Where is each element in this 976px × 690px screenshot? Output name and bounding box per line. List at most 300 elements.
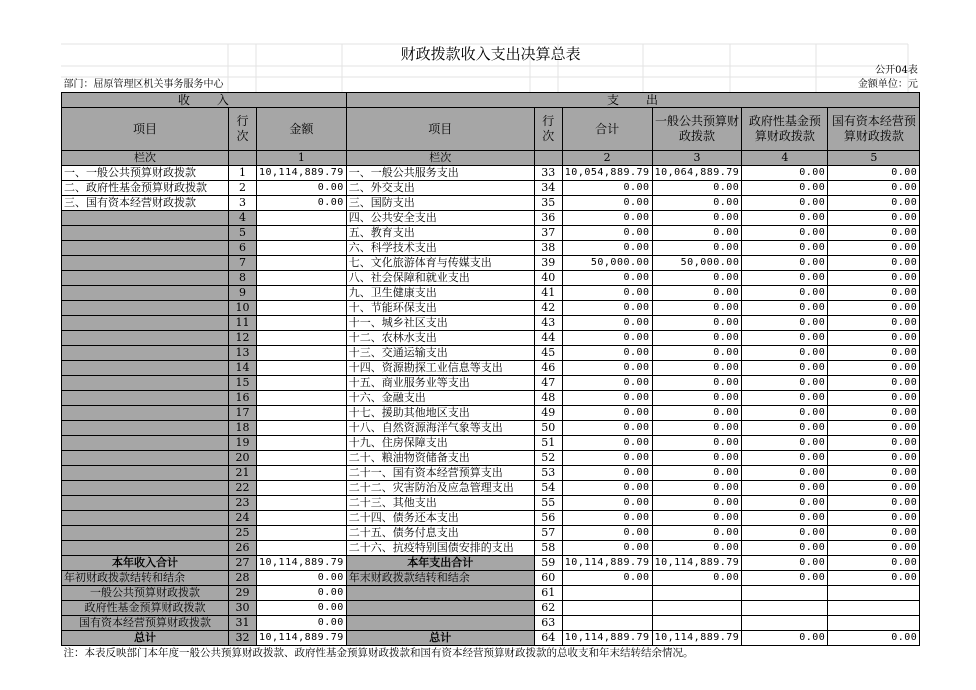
income-line-no: 26 <box>229 541 257 556</box>
income-line-no: 16 <box>229 391 257 406</box>
income-line-no: 25 <box>229 526 257 541</box>
general-budget-amount: 10,114,889.79 <box>652 631 742 646</box>
income-item-header: 项目 <box>62 108 229 151</box>
income-line-no: 10 <box>229 301 257 316</box>
income-amount <box>257 436 347 451</box>
expense-item: 十九、住房保障支出 <box>346 436 534 451</box>
table-row <box>62 481 920 496</box>
table-row <box>62 406 920 421</box>
expense-line-no: 47 <box>534 376 562 391</box>
income-line-no: 27 <box>229 556 257 571</box>
income-amount <box>257 541 347 556</box>
state-capital-amount: 0.00 <box>828 211 920 226</box>
gov-fund-amount: 0.00 <box>742 376 828 391</box>
general-budget-amount: 0.00 <box>652 241 742 256</box>
gov-fund-amount: 0.00 <box>742 541 828 556</box>
income-item <box>62 481 229 496</box>
income-item <box>62 361 229 376</box>
income-item: 本年收入合计 <box>62 556 229 571</box>
state-capital-amount <box>828 616 920 631</box>
expense-item: 四、公共安全支出 <box>346 211 534 226</box>
income-amount <box>257 241 347 256</box>
income-item <box>62 451 229 466</box>
expense-total: 0.00 <box>562 316 652 331</box>
income-line-no: 7 <box>229 256 257 271</box>
gov-fund-amount: 0.00 <box>742 406 828 421</box>
gov-fund-amount: 0.00 <box>742 346 828 361</box>
income-line-no: 20 <box>229 451 257 466</box>
expense-line-no: 39 <box>534 256 562 271</box>
table-row <box>62 526 920 541</box>
general-budget-amount <box>652 586 742 601</box>
income-amount <box>257 451 347 466</box>
col-number: 4 <box>742 151 828 166</box>
table-row <box>62 436 920 451</box>
table-row <box>62 301 920 316</box>
expense-line-no: 49 <box>534 406 562 421</box>
expense-line-no: 60 <box>534 571 562 586</box>
income-item: 一般公共预算财政拨款 <box>62 586 229 601</box>
expense-item: 二十四、债务还本支出 <box>346 511 534 526</box>
expense-total: 10,054,889.79 <box>562 166 652 181</box>
state-capital-amount: 0.00 <box>828 556 920 571</box>
general-budget-amount: 0.00 <box>652 286 742 301</box>
expense-line-no: 35 <box>534 196 562 211</box>
general-budget-amount: 0.00 <box>652 406 742 421</box>
state-capital-amount: 0.00 <box>828 241 920 256</box>
income-item <box>62 466 229 481</box>
income-amount <box>257 406 347 421</box>
expense-total: 50,000.00 <box>562 256 652 271</box>
expense-item: 五、教育支出 <box>346 226 534 241</box>
state-capital-amount: 0.00 <box>828 181 920 196</box>
income-amount <box>257 316 347 331</box>
income-line-no: 12 <box>229 331 257 346</box>
income-amount: 10,114,889.79 <box>257 556 347 571</box>
income-amount <box>257 286 347 301</box>
income-item <box>62 406 229 421</box>
expense-line-no: 38 <box>534 241 562 256</box>
table-row <box>62 376 920 391</box>
general-budget-amount: 0.00 <box>652 346 742 361</box>
table-row <box>62 511 920 526</box>
expense-line-no: 57 <box>534 526 562 541</box>
state-capital-amount: 0.00 <box>828 481 920 496</box>
gov-fund-amount: 0.00 <box>742 211 828 226</box>
expense-line-no: 54 <box>534 481 562 496</box>
income-amount <box>257 331 347 346</box>
income-item: 一、一般公共预算财政拨款 <box>62 166 229 181</box>
expense-item: 十二、农林水支出 <box>346 331 534 346</box>
general-budget-amount: 0.00 <box>652 481 742 496</box>
expense-total: 0.00 <box>562 226 652 241</box>
expense-total: 0.00 <box>562 406 652 421</box>
expense-total: 0.00 <box>562 361 652 376</box>
expense-total: 0.00 <box>562 181 652 196</box>
col-number: 3 <box>652 151 742 166</box>
state-capital-amount: 0.00 <box>828 316 920 331</box>
expense-total: 0.00 <box>562 541 652 556</box>
unit-label: 金额单位：元 <box>857 79 918 90</box>
income-amount <box>257 496 347 511</box>
expense-item: 十八、自然资源海洋气象等支出 <box>346 421 534 436</box>
expense-item: 二十二、灾害防治及应急管理支出 <box>346 481 534 496</box>
general-budget-amount: 0.00 <box>652 316 742 331</box>
expense-line-no: 64 <box>534 631 562 646</box>
state-capital-amount: 0.00 <box>828 391 920 406</box>
expense-item: 十七、援助其他地区支出 <box>346 406 534 421</box>
income-line-no: 19 <box>229 436 257 451</box>
table-row <box>62 271 920 286</box>
income-amount <box>257 301 347 316</box>
gov-fund-amount <box>742 616 828 631</box>
expense-item: 七、文化旅游体育与传媒支出 <box>346 256 534 271</box>
expense-total: 0.00 <box>562 196 652 211</box>
gov-fund-amount <box>742 601 828 616</box>
expense-total: 0.00 <box>562 271 652 286</box>
income-line-no: 22 <box>229 481 257 496</box>
general-budget-amount: 50,000.00 <box>652 256 742 271</box>
income-item: 政府性基金预算财政拨款 <box>62 601 229 616</box>
general-budget-amount: 0.00 <box>652 421 742 436</box>
income-line-header: 行次 <box>229 108 257 151</box>
expense-total: 0.00 <box>562 496 652 511</box>
expense-line-no: 62 <box>534 601 562 616</box>
gov-fund-amount: 0.00 <box>742 196 828 211</box>
gov-fund-amount: 0.00 <box>742 556 828 571</box>
table-row <box>62 571 920 586</box>
state-capital-amount: 0.00 <box>828 436 920 451</box>
gov-fund-header: 政府性基金预算财政拨款 <box>742 108 828 151</box>
expense-line-no: 61 <box>534 586 562 601</box>
expense-item: 十六、金融支出 <box>346 391 534 406</box>
col-number: 1 <box>257 151 347 166</box>
expense-item: 年末财政拨款结转和结余 <box>346 571 534 586</box>
expense-total: 0.00 <box>562 331 652 346</box>
expense-item <box>346 586 534 601</box>
income-line-no: 14 <box>229 361 257 376</box>
col-number: 2 <box>562 151 652 166</box>
income-item <box>62 271 229 286</box>
general-budget-amount: 0.00 <box>652 436 742 451</box>
expense-line-no: 46 <box>534 361 562 376</box>
expense-line-no: 58 <box>534 541 562 556</box>
expense-total: 0.00 <box>562 301 652 316</box>
general-budget-amount: 0.00 <box>652 361 742 376</box>
table-row <box>62 391 920 406</box>
expense-total <box>562 616 652 631</box>
income-amount <box>257 481 347 496</box>
income-line-no: 5 <box>229 226 257 241</box>
expense-total-header: 合计 <box>562 108 652 151</box>
income-amount-header: 金额 <box>257 108 347 151</box>
income-item <box>62 241 229 256</box>
income-line-no: 1 <box>229 166 257 181</box>
gov-fund-amount: 0.00 <box>742 241 828 256</box>
expense-total: 10,114,889.79 <box>562 556 652 571</box>
general-budget-amount: 10,064,889.79 <box>652 166 742 181</box>
state-capital-amount: 0.00 <box>828 256 920 271</box>
expense-item <box>346 601 534 616</box>
gov-fund-amount: 0.00 <box>742 496 828 511</box>
state-capital-header: 国有资本经营预算财政拨款 <box>828 108 920 151</box>
gov-fund-amount: 0.00 <box>742 451 828 466</box>
expense-item: 一、一般公共服务支出 <box>346 166 534 181</box>
gov-fund-amount: 0.00 <box>742 271 828 286</box>
table-row <box>62 166 920 181</box>
state-capital-amount: 0.00 <box>828 541 920 556</box>
income-line-no: 9 <box>229 286 257 301</box>
expense-line-no: 48 <box>534 391 562 406</box>
income-line-no: 4 <box>229 211 257 226</box>
gov-fund-amount: 0.00 <box>742 421 828 436</box>
income-amount <box>257 526 347 541</box>
income-line-no: 13 <box>229 346 257 361</box>
state-capital-amount: 0.00 <box>828 301 920 316</box>
income-amount: 10,114,889.79 <box>257 166 347 181</box>
general-budget-amount: 0.00 <box>652 571 742 586</box>
income-item <box>62 211 229 226</box>
table-row <box>62 601 920 616</box>
expense-total: 0.00 <box>562 571 652 586</box>
income-amount <box>257 211 347 226</box>
table-row <box>62 226 920 241</box>
column-label: 栏次 <box>346 151 534 166</box>
table-row <box>62 586 920 601</box>
expense-line-no: 50 <box>534 421 562 436</box>
table-row <box>62 196 920 211</box>
expense-line-no: 36 <box>534 211 562 226</box>
general-budget-amount: 0.00 <box>652 496 742 511</box>
state-capital-amount <box>828 601 920 616</box>
expense-total: 0.00 <box>562 451 652 466</box>
general-budget-amount: 0.00 <box>652 331 742 346</box>
gov-fund-amount <box>742 586 828 601</box>
income-line-no: 17 <box>229 406 257 421</box>
expense-item: 三、国防支出 <box>346 196 534 211</box>
expense-line-no: 52 <box>534 451 562 466</box>
state-capital-amount: 0.00 <box>828 466 920 481</box>
income-amount: 0.00 <box>257 571 347 586</box>
expense-item: 十、节能环保支出 <box>346 301 534 316</box>
income-amount <box>257 376 347 391</box>
state-capital-amount: 0.00 <box>828 196 920 211</box>
gov-fund-amount: 0.00 <box>742 361 828 376</box>
expense-total: 0.00 <box>562 421 652 436</box>
income-line-no: 23 <box>229 496 257 511</box>
expense-item: 八、社会保障和就业支出 <box>346 271 534 286</box>
income-item <box>62 496 229 511</box>
general-budget-amount: 10,114,889.79 <box>652 556 742 571</box>
expense-item: 总计 <box>346 631 534 646</box>
income-amount: 10,114,889.79 <box>257 631 347 646</box>
income-item <box>62 346 229 361</box>
general-budget-amount: 0.00 <box>652 391 742 406</box>
gov-fund-amount: 0.00 <box>742 631 828 646</box>
table-row <box>62 256 920 271</box>
income-line-no: 28 <box>229 571 257 586</box>
income-item <box>62 421 229 436</box>
state-capital-amount: 0.00 <box>828 226 920 241</box>
expense-item <box>346 616 534 631</box>
income-item: 国有资本经营预算财政拨款 <box>62 616 229 631</box>
income-line-no: 15 <box>229 376 257 391</box>
gov-fund-amount: 0.00 <box>742 286 828 301</box>
general-budget-amount: 0.00 <box>652 271 742 286</box>
income-item <box>62 331 229 346</box>
state-capital-amount: 0.00 <box>828 376 920 391</box>
expense-total: 0.00 <box>562 481 652 496</box>
income-line-no: 32 <box>229 631 257 646</box>
table-row <box>62 211 920 226</box>
income-line-no: 3 <box>229 196 257 211</box>
income-amount <box>257 466 347 481</box>
state-capital-amount: 0.00 <box>828 526 920 541</box>
income-line-no: 8 <box>229 271 257 286</box>
general-budget-amount: 0.00 <box>652 511 742 526</box>
income-amount <box>257 361 347 376</box>
footnote: 注：本表反映部门本年度一般公共预算财政拨款、政府性基金预算财政拨款和国有资本经营预算财政拨款的总收支和年末结转结余情况。 <box>63 647 694 659</box>
income-item <box>62 226 229 241</box>
table-row <box>62 316 920 331</box>
expense-line-no: 55 <box>534 496 562 511</box>
expense-line-no: 40 <box>534 271 562 286</box>
table-row <box>62 451 920 466</box>
state-capital-amount: 0.00 <box>828 271 920 286</box>
report-title: 财政拨款收入支出决算总表 <box>400 45 581 63</box>
state-capital-amount: 0.00 <box>828 421 920 436</box>
table-row <box>62 286 920 301</box>
expense-line-no: 33 <box>534 166 562 181</box>
expense-item: 六、科学技术支出 <box>346 241 534 256</box>
expense-section-header: 支 出 <box>346 93 920 108</box>
expense-line-no: 63 <box>534 616 562 631</box>
income-amount <box>257 421 347 436</box>
expense-total: 0.00 <box>562 466 652 481</box>
expense-total: 0.00 <box>562 526 652 541</box>
state-capital-amount: 0.00 <box>828 286 920 301</box>
expense-line-no: 59 <box>534 556 562 571</box>
gov-fund-amount: 0.00 <box>742 166 828 181</box>
expense-line-no: 45 <box>534 346 562 361</box>
general-budget-amount <box>652 616 742 631</box>
table-row <box>62 466 920 481</box>
income-item <box>62 541 229 556</box>
general-budget-amount: 0.00 <box>652 526 742 541</box>
expense-item: 二十六、抗疫特别国债安排的支出 <box>346 541 534 556</box>
expense-total <box>562 586 652 601</box>
income-amount <box>257 391 347 406</box>
income-amount <box>257 256 347 271</box>
expense-line-no: 34 <box>534 181 562 196</box>
state-capital-amount: 0.00 <box>828 571 920 586</box>
state-capital-amount: 0.00 <box>828 451 920 466</box>
table-row <box>62 361 920 376</box>
gov-fund-amount: 0.00 <box>742 466 828 481</box>
expense-total: 0.00 <box>562 511 652 526</box>
gov-fund-amount: 0.00 <box>742 181 828 196</box>
income-item <box>62 301 229 316</box>
general-budget-amount: 0.00 <box>652 196 742 211</box>
gov-fund-amount: 0.00 <box>742 331 828 346</box>
general-budget-amount: 0.00 <box>652 181 742 196</box>
income-item <box>62 286 229 301</box>
general-budget-amount: 0.00 <box>652 226 742 241</box>
expense-total: 0.00 <box>562 436 652 451</box>
general-budget-amount: 0.00 <box>652 211 742 226</box>
department-label: 部门：屈原管理区机关事务服务中心 <box>63 79 224 90</box>
general-budget-amount: 0.00 <box>652 541 742 556</box>
income-line-no: 11 <box>229 316 257 331</box>
income-amount: 0.00 <box>257 196 347 211</box>
income-item <box>62 256 229 271</box>
state-capital-amount: 0.00 <box>828 496 920 511</box>
table-row <box>62 346 920 361</box>
expense-total: 0.00 <box>562 211 652 226</box>
general-budget-amount: 0.00 <box>652 376 742 391</box>
income-item <box>62 391 229 406</box>
income-item <box>62 316 229 331</box>
expense-total: 0.00 <box>562 241 652 256</box>
table-row <box>62 556 920 571</box>
income-item: 年初财政拨款结转和结余 <box>62 571 229 586</box>
expense-item: 二十一、国有资本经营预算支出 <box>346 466 534 481</box>
income-amount <box>257 346 347 361</box>
expense-line-no: 51 <box>534 436 562 451</box>
income-item: 二、政府性基金预算财政拨款 <box>62 181 229 196</box>
expense-item: 十一、城乡社区支出 <box>346 316 534 331</box>
expense-item: 二十三、其他支出 <box>346 496 534 511</box>
expense-item: 二、外交支出 <box>346 181 534 196</box>
expense-item: 二十、粮油物资储备支出 <box>346 451 534 466</box>
expense-line-no: 56 <box>534 511 562 526</box>
table-row <box>62 631 920 646</box>
gov-fund-amount: 0.00 <box>742 511 828 526</box>
fiscal-summary-table <box>61 44 920 660</box>
general-budget-amount: 0.00 <box>652 451 742 466</box>
expense-line-no: 41 <box>534 286 562 301</box>
state-capital-amount: 0.00 <box>828 331 920 346</box>
income-item <box>62 511 229 526</box>
expense-item: 本年支出合计 <box>346 556 534 571</box>
income-item: 总计 <box>62 631 229 646</box>
income-line-no: 29 <box>229 586 257 601</box>
income-item <box>62 436 229 451</box>
expense-total: 0.00 <box>562 376 652 391</box>
table-row <box>62 421 920 436</box>
col-number: 5 <box>828 151 920 166</box>
expense-line-no: 53 <box>534 466 562 481</box>
gov-fund-amount: 0.00 <box>742 226 828 241</box>
income-line-no: 30 <box>229 601 257 616</box>
expense-line-no: 43 <box>534 316 562 331</box>
expense-item: 二十五、债务付息支出 <box>346 526 534 541</box>
gov-fund-amount: 0.00 <box>742 391 828 406</box>
income-line-no: 6 <box>229 241 257 256</box>
expense-line-no: 42 <box>534 301 562 316</box>
expense-item: 十四、资源勘探工业信息等支出 <box>346 361 534 376</box>
income-amount <box>257 226 347 241</box>
income-item <box>62 376 229 391</box>
income-line-no: 2 <box>229 181 257 196</box>
expense-item: 十三、交通运输支出 <box>346 346 534 361</box>
gov-fund-amount: 0.00 <box>742 481 828 496</box>
table-row <box>62 331 920 346</box>
expense-item-header: 项目 <box>346 108 534 151</box>
gov-fund-amount: 0.00 <box>742 256 828 271</box>
expense-line-no: 37 <box>534 226 562 241</box>
state-capital-amount: 0.00 <box>828 631 920 646</box>
